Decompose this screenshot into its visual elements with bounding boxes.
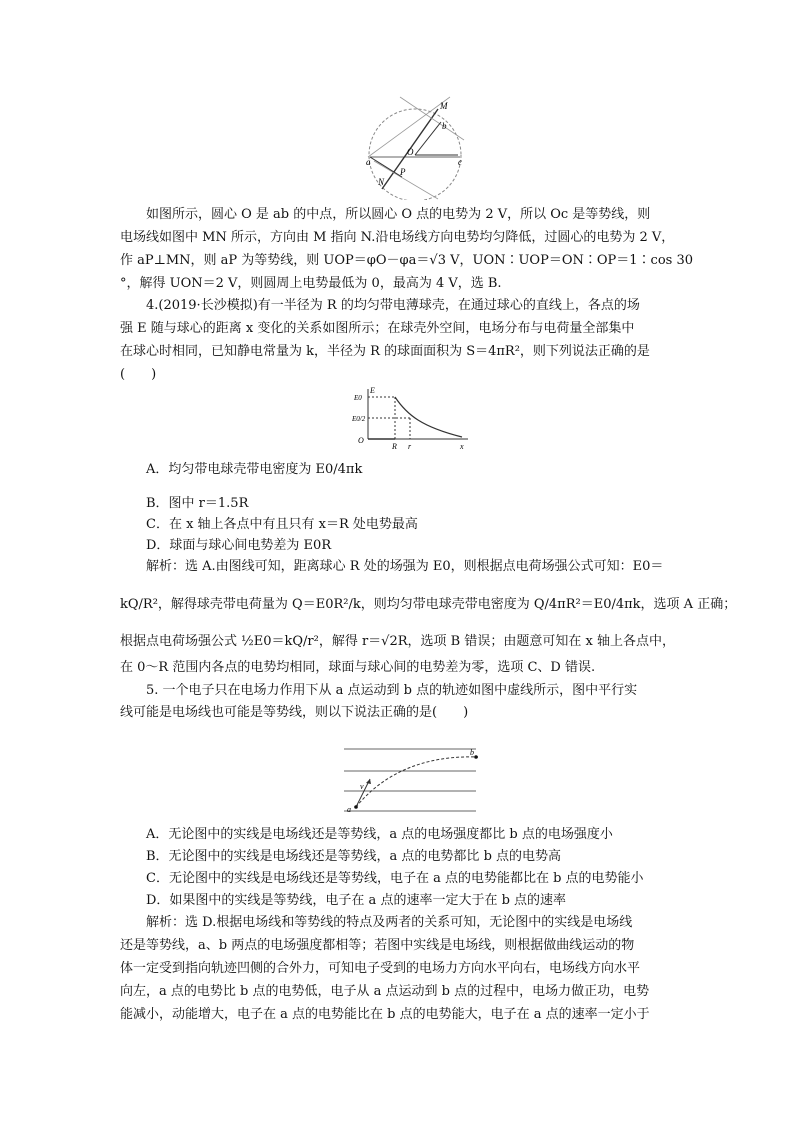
e-x-graph xyxy=(352,385,472,455)
sol3-line-4: °，解得 UON＝2 V，则圆周上电势最低为 0，最高为 4 V，选 B. xyxy=(120,276,502,291)
sol4-line-3: 根据点电荷场强公式 ½E0＝kQ/r²，解得 r＝√2R，选项 B 错误；由题意可知在 x 轴上各点中， xyxy=(120,634,675,649)
q5-option-b: B．无论图中的实线是电场线还是等势线，a 点的电势都比 b 点的电势高 xyxy=(146,849,562,864)
graph-label-r: r xyxy=(408,442,412,451)
q5-option-c: C．无论图中的实线是电场线还是等势线，电子在 a 点的电势能都比在 b 点的电势能小 xyxy=(146,871,644,886)
q4-option-b: B．图中 r＝1.5R xyxy=(146,496,249,511)
q5-line-1: 5. 一个电子只在电场力作用下从 a 点运动到 b 点的轨迹如图中虚线所示，图中平行实 xyxy=(146,683,638,698)
q5-line-2: 线可能是电场线也可能是等势线，则以下说法正确的是( ) xyxy=(120,705,469,720)
q4-line-1: 4.(2019·长沙模拟)有一半径为 R 的均匀带电薄球壳，在通过球心的直线上，各点的场 xyxy=(146,298,640,313)
sol4-line-4: 在 0～R 范围内各点的电势均相同，球面与球心间的电势差为零，选项 C、D 错误. xyxy=(120,660,596,675)
fig1-label-b: b xyxy=(442,121,447,131)
sol5-line-5: 能减小，动能增大，电子在 a 点的电势能比在 b 点的电势能大，电子在 a 点的速率一定小于 xyxy=(120,1007,650,1022)
graph-label-O: O xyxy=(358,436,364,445)
fig1-label-P: P xyxy=(400,167,406,177)
fig1-label-N: N xyxy=(378,177,385,187)
fig1-label-O: O xyxy=(407,147,414,157)
sol3-line-1: 如图所示，圆心 O 是 ab 的中点，所以圆心 O 点的电势为 2 V，所以 Oc 是等势线，则 xyxy=(146,207,651,222)
fig1-label-a: a xyxy=(366,157,371,167)
q4-option-d: D．球面与球心间电势差为 E0R xyxy=(146,538,332,553)
fig3-label-v: v xyxy=(360,782,364,791)
q4-option-a: A．均匀带电球壳带电密度为 E0/4πk xyxy=(146,462,363,477)
graph-label-E0: E0 xyxy=(354,394,362,402)
q4-line-2: 强 E 随与球心的距离 x 变化的关系如图所示；在球壳外空间，电场分布与电荷量全部集中 xyxy=(120,321,635,336)
sol4-line-1: 解析：选 A.由图线可知，距离球心 R 处的场强为 E0，则根据点电荷场强公式可知：E0＝ xyxy=(146,559,664,574)
sol5-line-2: 还是等势线，a、b 两点的电场强度都相等；若图中实线是电场线，则根据做曲线运动的物 xyxy=(120,938,635,953)
circle-field-figure xyxy=(360,95,470,200)
q4-line-3: 在球心时相同，已知静电常量为 k，半径为 R 的球面面积为 S＝4πR²，则下列说法正确的是 xyxy=(120,344,650,359)
graph-label-x: x xyxy=(460,442,464,451)
fig1-label-M: M xyxy=(440,101,448,111)
sol5-line-1: 解析：选 D.根据电场线和等势线的特点及两者的关系可知，无论图中的实线是电场线 xyxy=(146,915,633,930)
graph-label-R: R xyxy=(392,442,397,451)
q5-option-a: A．无论图中的实线是电场线还是等势线，a 点的电场强度都比 b 点的电场强度小 xyxy=(146,827,613,842)
sol4-line-2: kQ/R²，解得球壳带电荷量为 Q＝E0R²/k，则均匀带电球壳带电密度为 Q/4πR²＝E0/4πk，选项 A 正确； xyxy=(120,597,737,612)
q4-option-c: C．在 x 轴上各点中有且只有 x＝R 处电势最高 xyxy=(146,517,418,532)
graph-label-E: E xyxy=(370,386,375,395)
fig3-label-b: b xyxy=(470,748,474,757)
q4-line-4: ( ) xyxy=(120,367,157,382)
sol3-line-3: 作 aP⊥MN，则 aP 为等势线，则 UOP＝φO－φa＝√3 V，UON∶UOP＝ON∶OP＝1∶cos 30 xyxy=(120,253,693,268)
q5-option-d: D．如果图中的实线是等势线，电子在 a 点的速率一定大于在 b 点的速率 xyxy=(146,893,567,908)
trajectory-figure xyxy=(342,745,478,815)
fig3-label-a: a xyxy=(347,805,351,814)
sol5-line-3: 体一定受到指向轨迹凹侧的合外力，可知电子受到的电场力方向水平向右，电场线方向水平 xyxy=(120,961,641,976)
sol3-line-2: 电场线如图中 MN 所示，方向由 M 指向 N.沿电场线方向电势均匀降低，过圆心的电势为 2 V， xyxy=(120,230,675,245)
sol5-line-4: 向左，a 点的电势比 b 点的电势低，电子从 a 点运动到 b 点的过程中，电场力做正功，电势 xyxy=(120,984,650,999)
fig1-label-c: c xyxy=(458,157,462,167)
graph-label-E0-half: E0/2 xyxy=(352,415,366,423)
